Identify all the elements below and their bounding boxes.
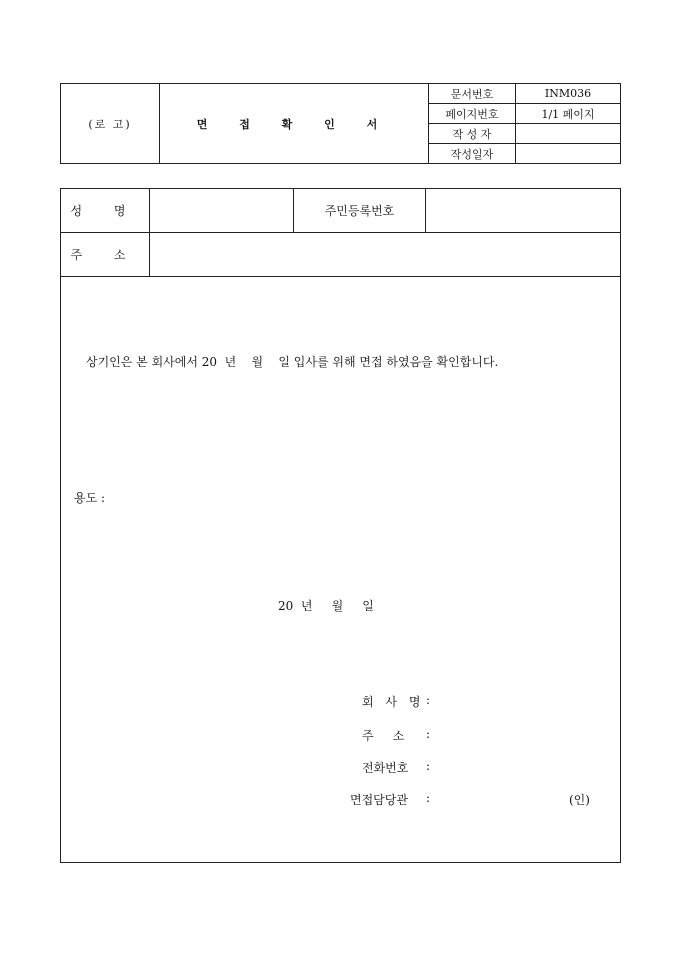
seal-mark: (인) [569,793,590,807]
date-line: 20 년 월 일 [278,599,374,613]
address-field[interactable] [150,233,621,277]
author-value[interactable] [516,124,621,144]
phone-field[interactable] [440,759,570,775]
company-name-colon: : [426,693,431,707]
created-date-value[interactable] [516,144,621,164]
resident-number-label: 주민등록번호 [294,189,426,233]
created-date-label: 작성일자 [429,144,516,164]
logo-placeholder: (로 고) [61,84,160,164]
document-header [60,83,621,164]
company-name-label: 회 사 명 [362,695,425,709]
company-address-colon: : [426,727,431,741]
address-label: 주 소 [61,233,150,277]
purpose-label: 용도 : [74,491,106,505]
page-number-value: 1/1 페이지 [516,104,621,124]
doc-number-value: INM036 [516,84,621,104]
person-info-table [60,188,621,277]
interviewer-label: 면접담당관 [350,793,408,807]
document-title: 면 접 확 인 서 [160,84,429,164]
name-field[interactable] [150,189,294,233]
resident-number-field[interactable] [426,189,621,233]
interviewer-colon: : [426,791,431,805]
company-address-label: 주 소 [362,729,405,743]
phone-label: 전화번호 [362,761,409,775]
page-number-label: 페이지번호 [429,104,516,124]
doc-number-label: 문서번호 [429,84,516,104]
interviewer-field[interactable] [440,791,560,807]
confirmation-statement: 상기인은 본 회사에서 20 년 월 일 입사를 위해 면접 하였음을 확인합니다. [86,355,499,369]
author-label: 작 성 자 [429,124,516,144]
name-label: 성 명 [61,189,150,233]
company-address-field[interactable] [440,727,570,743]
company-name-field[interactable] [440,693,570,709]
phone-colon: : [426,759,431,773]
